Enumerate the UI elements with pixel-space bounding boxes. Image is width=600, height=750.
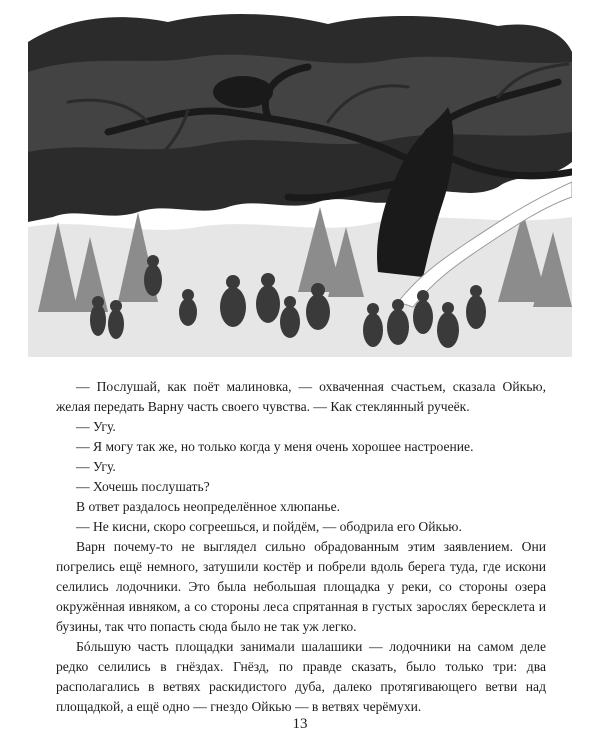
paragraph: В ответ раздалось неопределённое хлюпанье. — [76, 499, 341, 514]
illustration — [28, 12, 572, 357]
paragraph: Варн почему-то не выглядел сильно обрадованным этим заявлением. Они погрелись ещё немного, затушили костёр и побрели вдоль берега туда, где искони селились лодочники. Это была небольшая площадка у реки, со стороны озера окружённая ивняком, а со стороны леса спрятанная в густых зарослях бересклета и бузины, так что попасть сюда было не так уж легко. — [56, 539, 546, 634]
body-text — [56, 377, 546, 717]
paragraph: — Угу. — [76, 459, 116, 474]
paragraph: — Не кисни, скоро согреешься, и пойдём, — ободрила его Ойкью. — [76, 519, 462, 534]
forest-illustration — [28, 12, 572, 357]
paragraph: — Послушай, как поёт малиновка, — охваченная счастьем, сказала Ойкью, желая передать Варну часть своего чувства. — Как стеклянный ручеёк. — [56, 379, 546, 414]
paragraph: — Я могу так же, но только когда у меня очень хорошее настроение. — [76, 439, 474, 454]
paragraph: — Хочешь послушать? — [76, 479, 210, 494]
paragraph: Бóльшую часть площадки занимали шалашики — лодочники на самом деле редко селились в гнёздах. Гнёзд, по правде сказать, было только три: два располагались в ветвях раскидистого дуба, далеко протягивающего ветви над площадкой, а ещё одно — гнездо Ойкью — в ветвях черёмухи. — [56, 639, 546, 714]
paragraph: — Угу. — [76, 419, 116, 434]
page-number: 13 — [292, 716, 308, 732]
